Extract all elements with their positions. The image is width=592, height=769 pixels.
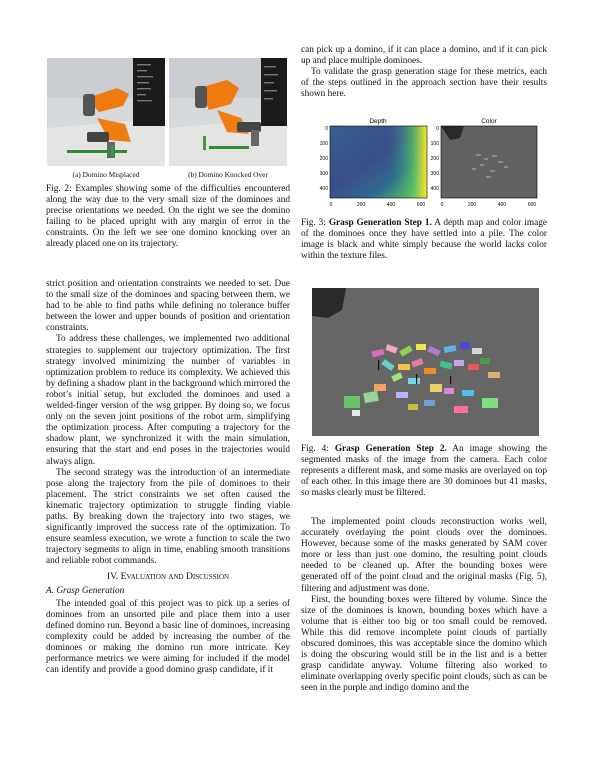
subsection-heading: A. Grasp Generation [46,585,125,596]
xtick-label: 200 [356,202,366,208]
fig2-image-a [47,58,165,166]
fig3-color-yticks [431,126,440,192]
fig3-bold: Grasp Generation Step 1. [328,218,432,228]
left-paragraph-3: The second strategy was the introduction of an intermediate pose along the trajectory from the pile of dominoes to their placement. The strict constraints we set often caused the kinematic trajectory optimization to struggle finding viable paths. By breaking down the trajectory into two stages, we significantly improved the success rate of the optimization. To ensure seamless execution, we wrote a function to scale the two trajectory segments to align in time, enabling smooth transitions and reliable robot commands. [46,467,290,567]
fig3-color-xticks [441,202,537,208]
section-heading: IV. Evaluation and Discussion [106,571,230,583]
ytick-label: 0 [436,126,439,132]
xtick-label: 0 [329,202,333,208]
left-column-body [46,279,290,676]
ytick-label: 100 [319,141,328,147]
fig2-caption-text: Examples showing some of the difficulties encountered along the way due to the very small size of the dominoes and precise orientations we needed. On the right we see the domino failing to be placed upright with any margin of error in the constraints. On the left we see one domino knocking over an already placed one on its trajectory. [46,184,290,250]
fig2-image-b [169,58,287,166]
xtick-label: 200 [467,202,477,208]
fig3-color-title: Color [481,118,497,125]
ytick-label: 200 [319,156,328,162]
right-top-paragraph-1: can pick up a domino, if it can place a domino, and if it can pick up and place multiple dominoes. [301,45,547,67]
ytick-label: 400 [430,186,439,192]
left-paragraph-1: strict position and orientation constraints we needed to set. Due to the small size of the dominoes and spacing between them, we had to be able to find paths while defining no tolerance buffer between the lower and upper bounds of position and orientation constraints. [46,279,290,334]
left-paragraph-2: To address these challenges, we implemented two additional strategies to supplement our trajectory optimization. The first strategy involved minimizing the number of variables in optimization problem to reduce its complexity. We achieved this by defining a shadow plant in the background which mirrored the robot’s initial setup, but excluded the dominoes and used a welded-finger version of the wsg gripper. By doing so, we focus only on the seven joint positions of the robot arm, simplifying the optimization process. After computing a trajectory for the shadow plant, we synchronized it with the main simulation, ensuring that the start and end poses in the trajectories would always align. [46,334,290,467]
fig4-segmentation-image [312,288,539,436]
left-paragraph-4: The intended goal of this project was to pick up a series of dominoes from an unsorted pile and place them into a user defined domino run. Beyond a basic line of dominoes, increasing complexity could be added by increasing the number of the dominoes or making the domino run more intricate. Key performance metrics we were aiming for included if the model can identify and provide a good domino grasp candidate, if it [46,598,290,676]
ytick-label: 200 [430,156,439,162]
fig3-caption [301,218,547,262]
right-paragraph-1: The implemented point clouds reconstruction works well, accurately overlaying the point clouds over the dominoes. However, because some of the masks generated by SAM cover more or less than just one domino, the resulting point clouds needed to be cleaned up. After the bounding boxes were generated off of the point cloud and the original masks (Fig. 5), filtering and adjustment was done. [301,517,547,594]
xtick-label: 600 [416,202,426,208]
fig3-depth-title: Depth [369,118,387,125]
xtick-label: 400 [386,202,396,208]
right-top-paragraph-2: To validate the grasp generation stage for these metrics, each of the steps outlined in the approach section have their results shown here. [301,67,547,100]
fig2-subcaption-b: (b) Domino Knocked Over [188,170,268,179]
fig3-depth-xticks [330,202,426,208]
xtick-label: 0 [440,202,444,208]
right-paragraph-2: First, the bounding boxes were filtered by volume. Since the size of the dominoes is known, bounding boxes which have a volume that is either too big or too small could be removed. While this did remove incomplete point clouds of partially obscured dominoes, this was acceptable since the domino which is doing the obscuring would still be in the list and is a better grasp candidate anyway. Volume filtering also worked to eliminate overlapping overly specific point clouds, such as can be seen in the purple and indigo domino and the [301,594,547,694]
ytick-label: 0 [325,126,328,132]
fig3-plots [304,114,552,212]
fig4-caption-text: An image showing the segmented masks of the image from the camera. Each color represents a different mask, and some masks are overlayed on top of each other. In this image there are 30 dominoes but 41 masks, so masks clearly must be filtered. [301,444,548,499]
ytick-label: 400 [319,186,328,192]
fig2-label: Fig. 2: [46,184,72,194]
fig4-caption [301,444,547,499]
fig3-label: Fig. 3: [301,218,326,228]
fig4-label: Fig. 4: [301,444,329,454]
ytick-label: 100 [430,141,439,147]
fig3-depth-yticks [320,126,329,192]
ytick-label: 300 [319,171,328,177]
right-column-body [301,517,547,695]
fig2-subcaption-a: (a) Domino Misplaced [72,170,140,179]
xtick-label: 400 [497,202,507,208]
fig2-caption [46,184,290,251]
fig4-bold: Grasp Generation Step 2. [334,444,447,454]
ytick-label: 300 [430,171,439,177]
fig3-caption-text: A depth map and color image of the dominoes once they have settled into a pile. The color image is black and white simply because the world lacks color within the texture files. [301,218,548,262]
right-column-top [301,45,547,100]
xtick-label: 600 [527,202,537,208]
